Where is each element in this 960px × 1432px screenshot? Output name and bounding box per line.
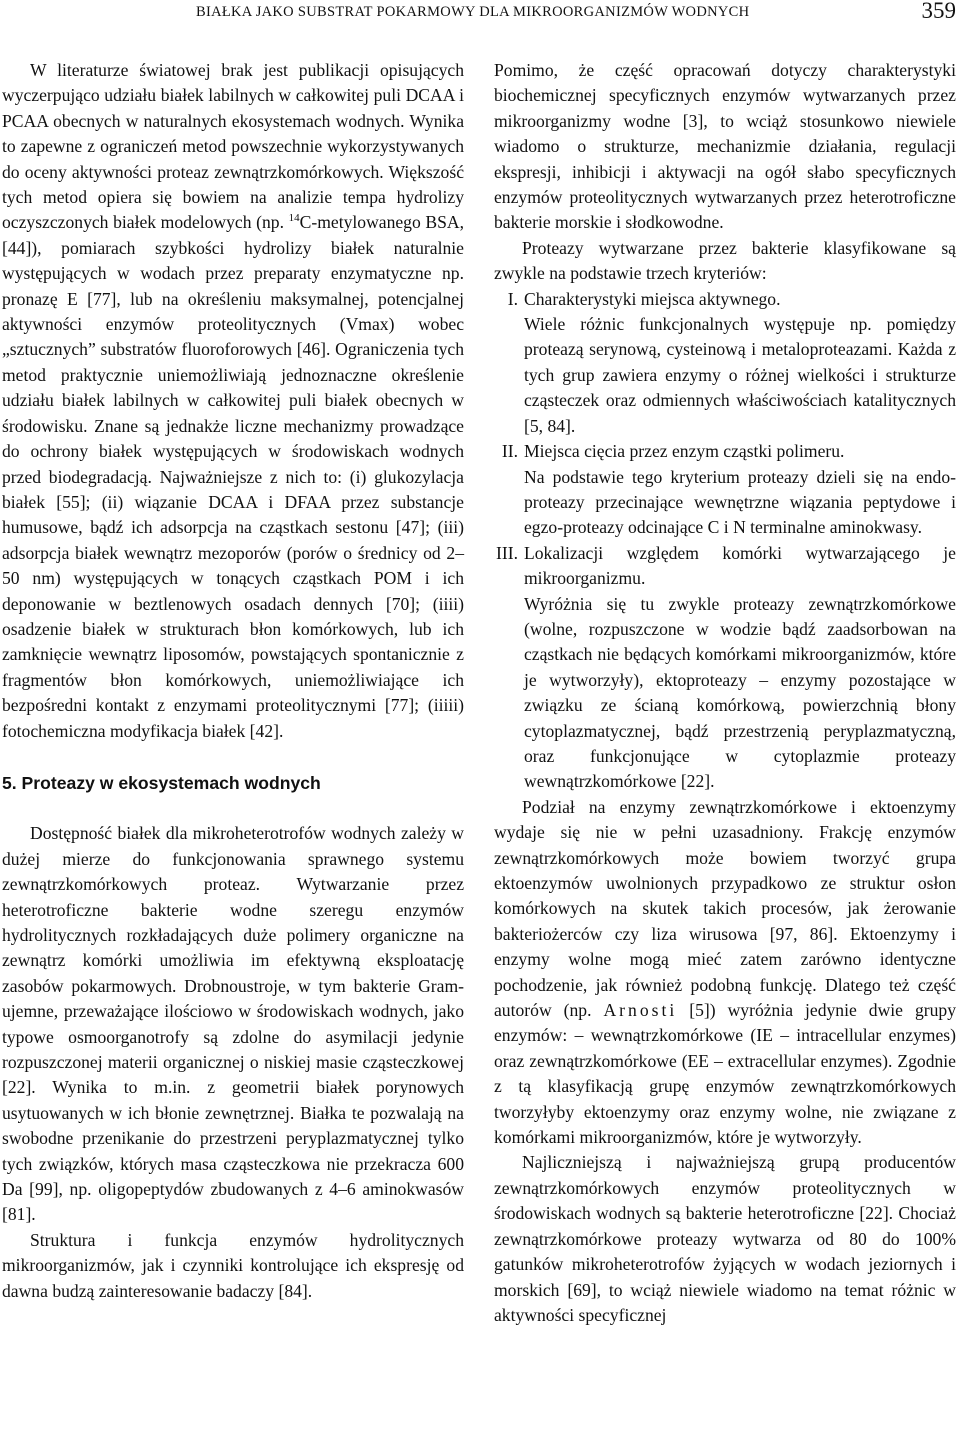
- list-numeral: I.: [507, 288, 518, 309]
- list-item-description: Wyróżnia się tu zwykle proteazy zewnątrzkomórkowe (wolne, rozpuszczone w wodzie bądź zaadsorbowan na cząstkach nie będących komórkami mikroorganizmów, które je wytworzyły), ektoproteazy – enzymy pozostające w związku ze ścianą komórkową, powierzchnią błony cytoplazmatycznej, bądź przestrzenią peryplazmatyczną, oraz funkcjonujące w cytoplazmie proteazy wewnątrzkomórkowe [22].: [524, 593, 956, 792]
- paragraph-text: [5]) wyróżnia jedynie dwie grupy enzymów: – wewnątrzkomórkowe (IE – intracellular enzymes) oraz zewnątrzkomórkowe (EE – extracellular enzymes). Zgodnie z tą klasyfikacją grupę enzymów zewnątrzkomórkowych tworzyłyby ektoenzymy oraz enzymy wolne, nie związane z komórkami mikroorganizmów, które je wytworzyły.: [494, 1000, 956, 1148]
- page-header: [0, 0, 960, 30]
- page-number: 359: [921, 0, 956, 23]
- paragraph-text: C-metylowanego BSA, [44]), pomiarach szybkości hydrolizy białek naturalnie występujących w wodach przez preparaty enzymatyczne np. pronazę E [77], lub na określeniu maksymalnej, potencjalnej aktywności enzymów proteolitycznych (Vmax) wobec „sztucznych” substratów fluoroforowych [46]. Ograniczenia tych metod praktycznie uniemożliwiają jednoznaczne określenie udziału białek labilnych w całkowitej puli białek obecnych w środowisku. Znane są jednakże liczne mechanizmy prowadzące do ochrony białek występujących w środowiskach wodnych przed biodegradacją. Najważniejsze z nich to: (i) glukozylacja białek [55]; (ii) wiązanie DCAA i DFAA przez substancje humusowe, bądź ich adsorpcja na cząstkach sestonu [47]; (iii) adsorpcja białek wewnątrz mezoporów (porów o średnicy od 2–50 nm) występujących w tonących cząstkach POM i ich deponowanie w beztlenowych osadach dennych [70]; (iiii) osadzenie białek w strukturach błon komórkowych, lub ich zamknięcie wewnątrz liposomów, powstających spontanicznie z fragmentów błon komórkowych, uniemożliwiające ich bezpośredni kontakt z enzymami proteolitycznymi [77]; (iiiii) fotochemiczna modyfikacja białek [42].: [2, 212, 465, 741]
- paragraph-text: W literaturze światowej brak jest publikacji opisujących wyczerpująco udziału białek labilnych w całkowitej puli DCAA i PCAA obecnych w naturalnych ekosystemach wodnych. Wynika to zapewne z ograniczeń metod powszechnie wykorzystywanych do oceny aktywności proteaz zewnątrzkomórkowych. Większość tych metod opiera się bowiem na analizie tempa hydrolizy oczyszczonych białek modelowych (np.: [2, 60, 464, 233]
- right-column: [494, 58, 956, 1328]
- paragraph: Dostępność białek dla mikroheterotrofów wodnych zależy w dużej mierze do funkcjonowania sprawnego systemu zewnątrzkomórkowych proteaz. Wytwarzanie przez heterotroficzne bakterie wodne szeregu enzymów hydrolitycznych rozkładających duże polimery organiczne na zewnątrz komórki umożliwia im efektywną eksploatację zasobów pokarmowych. Drobnoustroje, w tym bakterie Gram-ujemne, przeważające ilościowo w środowiskach wodnych, jako typowe osmoorganotrofy są zdolne do asymilacji jedynie rozpuszczonej materii organicznej o niskiej masie cząsteczkowej [22]. Wynika to m.in. z geometrii białek porynowych usytuowanych w ich błonie zewnętrznej. Białka te pozwalają na swobodne przenikanie do przestrzeni peryplazmatycznej tylko tych związków, których masa cząsteczkowa nie przekracza 600 Da [99], np. oligopeptydów zbudowanych z 4–6 aminokwasów [81].: [2, 823, 464, 1225]
- list-numeral: II.: [501, 441, 518, 462]
- list-item-description: Wiele różnic funkcjonalnych występuje np. pomiędzy proteazą serynową, cysteinową i metaloproteazami. Każda z tych grup zawiera enzymy o różnej wielkości i strukturze cząsteczek oraz odmiennych właściwościach katalitycznych [5, 84].: [524, 314, 956, 436]
- left-column: [2, 58, 464, 1304]
- paragraph: Najliczniejszą i najważniejszą grupą producentów zewnątrzkomórkowych enzymów proteolitycznych w środowiskach wodnych są bakterie heterotroficzne [22]. Chociaż zewnątrzkomórkowe proteazy wytwarza od 80 do 100% gatunków mikroheterotrofów żyjących w wodach jeziornych i morskich [69], to wciąż niewiele wiadomo na temat różnic w aktywności specyficznej: [494, 1152, 956, 1325]
- superscript: 14: [288, 212, 300, 225]
- list-item-description: Na podstawie tego kryterium proteazy dzieli się na endo-proteazy przecinające wewnętrzne wiązania peptydowe i egzo-proteazy odcinające C i N terminalne aminokwasy.: [524, 466, 956, 538]
- criteria-list: [494, 287, 956, 795]
- paragraph: Pomimo, że część opracowań dotyczy charakterystyki biochemicznej specyficznych enzymów wytwarzanych przez mikroorganizmy wodne [3], to wciąż stosunkowo niewiele wiadomo o strukturze, mechanizmie działania, regulacji ekspresji, inhibicji i aktywacji na ogół słabo specyficznych enzymów proteolitycznych wytwarzanych przez heterotroficzne bakterie morskie i słodkowodne.: [494, 60, 956, 233]
- paragraph: Proteazy wytwarzane przez bakterie klasyfikowane są zwykle na podstawie trzech kryteriów:: [494, 237, 956, 284]
- paragraph: [494, 795, 956, 1151]
- section-heading: 5. Proteazy w ekosystemach wodnych: [2, 772, 321, 793]
- list-item: [494, 287, 956, 439]
- paragraph-text: Podział na enzymy zewnątrzkomórkowe i ektoenzymy wydaje się nie w pełni uzasadniony. Frakcję enzymów zewnątrzkomórkowych może bowiem tworzyć grupa ektoenzymów uwolnionych przypadkowo ze struktur osłon komórkowych na skutek takich procesów, jak żerowanie bakteriożerców czy liza wirusowa [97, 86]. Ektoenzymy i enzymy wolne mogą mieć zatem zarówno identyczne pochodzenie, jak również podobną funkcję. Dlatego też część autorów (np.: [494, 796, 956, 1021]
- list-item-title: Charakterystyki miejsca aktywnego.: [524, 288, 781, 309]
- author-name: Arnosti: [603, 1000, 678, 1021]
- running-head: BIAŁKA JAKO SUBSTRAT POKARMOWY DLA MIKROORGANIZMÓW WODNYCH: [196, 4, 750, 20]
- list-item-title: Lokalizacji względem komórki wytwarzającego je mikroorganizmu.: [524, 542, 956, 589]
- list-item-title: Miejsca cięcia przez enzym cząstki polimeru.: [524, 441, 845, 462]
- list-item: [494, 439, 956, 541]
- list-item: [494, 541, 956, 795]
- paragraph: [2, 58, 464, 744]
- list-numeral: III.: [496, 542, 518, 563]
- paragraph: Struktura i funkcja enzymów hydrolitycznych mikroorganizmów, jak i czynniki kontrolujące ich ekspresję od dawna budzą zainteresowanie badaczy [84].: [2, 1229, 464, 1301]
